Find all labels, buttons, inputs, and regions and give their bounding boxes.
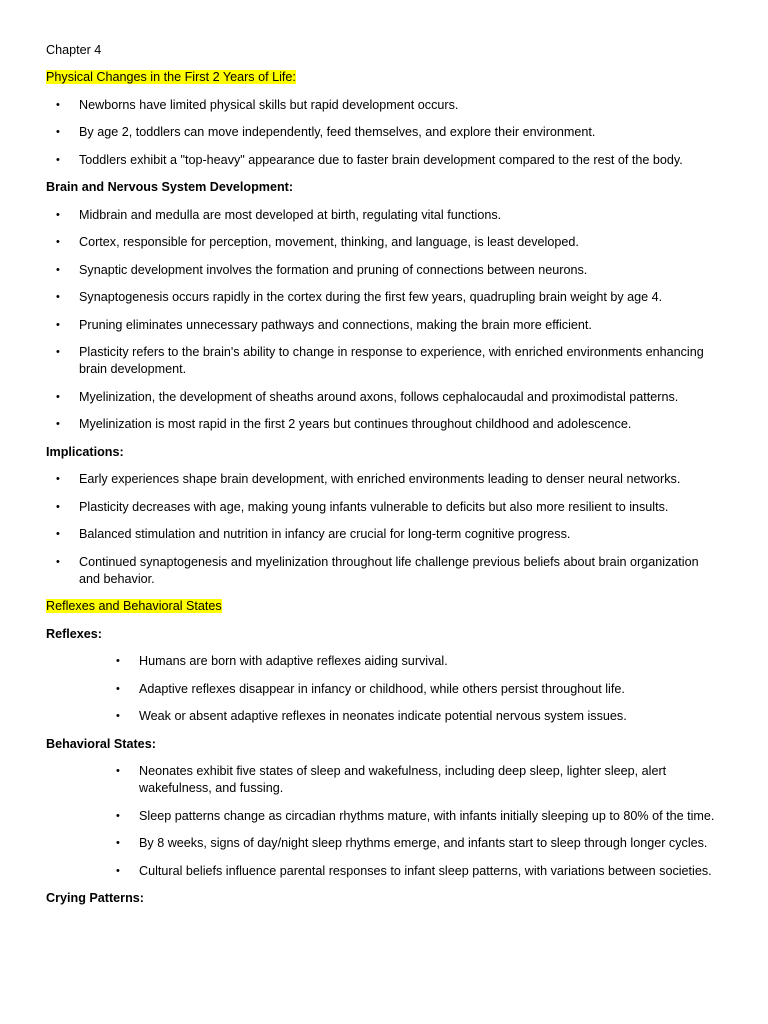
bullet-icon: • xyxy=(56,291,60,303)
bullet-icon: • xyxy=(56,318,60,331)
bullet-icon: • xyxy=(56,263,60,276)
bullet-icon: • xyxy=(56,528,60,540)
list-item: • Newborns have limited physical skills but rapid development occurs. xyxy=(56,97,459,112)
list-item: • Toddlers exhibit a "top-heavy" appearance due to faster brain development compared to the rest of the body. xyxy=(56,152,683,167)
list-item: • Plasticity refers to the brain's ability to change in response to experience, with enriched environments enhancing brain development. xyxy=(56,345,704,376)
list-item: • Neonates exhibit five states of sleep and wakefulness, including deep sleep, lighter sleep, alert wakefulness, and fussing. xyxy=(116,764,667,795)
list-item: • Myelinization is most rapid in the first 2 years but continues throughout childhood and adolescence. xyxy=(56,417,632,431)
list-item: • Synaptogenesis occurs rapidly in the cortex during the first few years, quadrupling brain weight by age 4. xyxy=(56,290,663,304)
list-brain xyxy=(46,207,722,434)
section-heading-reflexes: Reflexes: xyxy=(46,626,103,641)
list-item: • Myelinization, the development of sheaths around axons, follows cephalocaudal and proximodistal patterns. xyxy=(56,389,679,404)
bullet-icon: • xyxy=(56,153,60,166)
bullet-icon: • xyxy=(56,208,60,221)
list-item: • Sleep patterns change as circadian rhythms mature, with infants initially sleeping up to 80% of the time. xyxy=(116,808,715,823)
bullet-icon: • xyxy=(56,346,60,358)
list-item: • Cultural beliefs influence parental responses to infant sleep patterns, with variations between societies. xyxy=(116,863,712,878)
list-physical xyxy=(46,97,722,169)
section-heading-reflexes-states xyxy=(46,598,722,615)
list-item: • Continued synaptogenesis and myelinization throughout life challenge previous beliefs about brain organization and behavior. xyxy=(56,554,699,586)
section-heading-physical xyxy=(46,69,722,86)
bullet-icon: • xyxy=(116,682,120,695)
list-reflexes xyxy=(46,653,722,725)
section-heading-implications: Implications: xyxy=(46,444,124,459)
list-item: • Early experiences shape brain development, with enriched environments leading to denser neural networks. xyxy=(56,472,681,486)
bullet-icon: • xyxy=(116,765,120,777)
list-item: • Pruning eliminates unnecessary pathways and connections, making the brain more efficient. xyxy=(56,317,592,332)
bullet-icon: • xyxy=(56,126,60,138)
list-item: • Midbrain and medulla are most developed at birth, regulating vital functions. xyxy=(56,207,502,222)
list-item: • By 8 weeks, signs of day/night sleep rhythms emerge, and infants start to sleep through longer cycles. xyxy=(116,836,708,850)
bullet-icon: • xyxy=(56,98,60,111)
bullet-icon: • xyxy=(116,837,120,849)
bullet-icon: • xyxy=(56,390,60,403)
list-behavioral xyxy=(46,763,722,880)
bullet-icon: • xyxy=(116,655,120,667)
bullet-icon: • xyxy=(56,418,60,430)
bullet-icon: • xyxy=(116,864,120,877)
list-item: • By age 2, toddlers can move independently, feed themselves, and explore their environment. xyxy=(56,125,596,139)
list-implications xyxy=(46,471,722,588)
bullet-icon: • xyxy=(116,710,120,722)
bullet-icon: • xyxy=(56,555,60,568)
chapter-label: Chapter 4 xyxy=(46,43,102,57)
list-item: • Weak or absent adaptive reflexes in neonates indicate potential nervous system issues. xyxy=(116,709,627,723)
bullet-icon: • xyxy=(56,473,60,485)
list-item: • Plasticity decreases with age, making young infants vulnerable to deficits but also more resilient to insults. xyxy=(56,499,669,514)
highlighted-heading: Reflexes and Behavioral States xyxy=(46,599,222,613)
section-heading-behavioral: Behavioral States: xyxy=(46,736,156,751)
list-item: • Adaptive reflexes disappear in infancy or childhood, while others persist throughout life. xyxy=(116,681,625,696)
list-item: • Humans are born with adaptive reflexes aiding survival. xyxy=(116,654,448,668)
section-heading-brain: Brain and Nervous System Development: xyxy=(46,180,294,194)
highlighted-heading: Physical Changes in the First 2 Years of Life: xyxy=(46,70,296,84)
bullet-icon: • xyxy=(116,809,120,822)
section-heading-crying: Crying Patterns: xyxy=(46,891,144,905)
bullet-icon: • xyxy=(56,500,60,513)
bullet-icon: • xyxy=(56,236,60,248)
list-item: • Balanced stimulation and nutrition in infancy are crucial for long-term cognitive progress. xyxy=(56,527,571,541)
list-item: • Cortex, responsible for perception, movement, thinking, and language, is least developed. xyxy=(56,235,579,249)
list-item: • Synaptic development involves the formation and pruning of connections between neurons. xyxy=(56,262,588,277)
